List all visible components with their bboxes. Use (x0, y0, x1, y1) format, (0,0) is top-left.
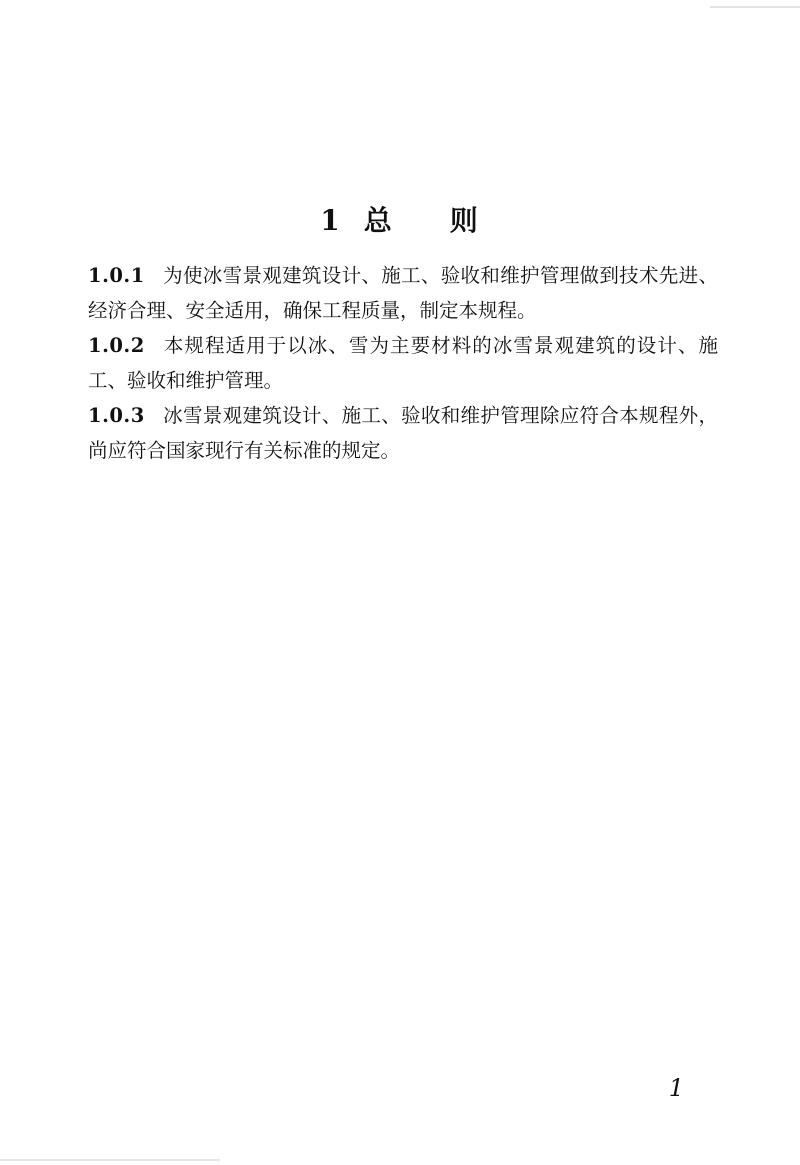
chapter-title (0, 199, 800, 239)
clause-1-0-3 (88, 398, 718, 468)
clause-number: 1.0.2 (88, 334, 145, 357)
clause-1-0-2 (88, 328, 718, 398)
clause-number: 1.0.1 (88, 264, 145, 287)
clause-text: 为使冰雪景观建筑设计、施工、验收和维护管理做到技术先进、经济合理、安全适用，确保工程质量，制定本规程。 (88, 264, 718, 322)
clause-text: 本规程适用于以冰、雪为主要材料的冰雪景观建筑的设计、施工、验收和维护管理。 (88, 334, 718, 392)
clause-list (88, 258, 718, 468)
scan-edge-mark (710, 6, 800, 8)
clause-text: 冰雪景观建筑设计、施工、验收和维护管理除应符合本规程外，尚应符合国家现行有关标准的规定。 (88, 404, 718, 462)
chapter-title-char-1: 总 (363, 203, 394, 237)
chapter-title-char-2: 则 (449, 203, 480, 237)
clause-number: 1.0.3 (88, 404, 145, 427)
scan-edge-mark (0, 1159, 220, 1161)
clause-1-0-1 (88, 258, 718, 328)
page-number: 1 (668, 1074, 684, 1102)
chapter-number: 1 (320, 203, 342, 237)
